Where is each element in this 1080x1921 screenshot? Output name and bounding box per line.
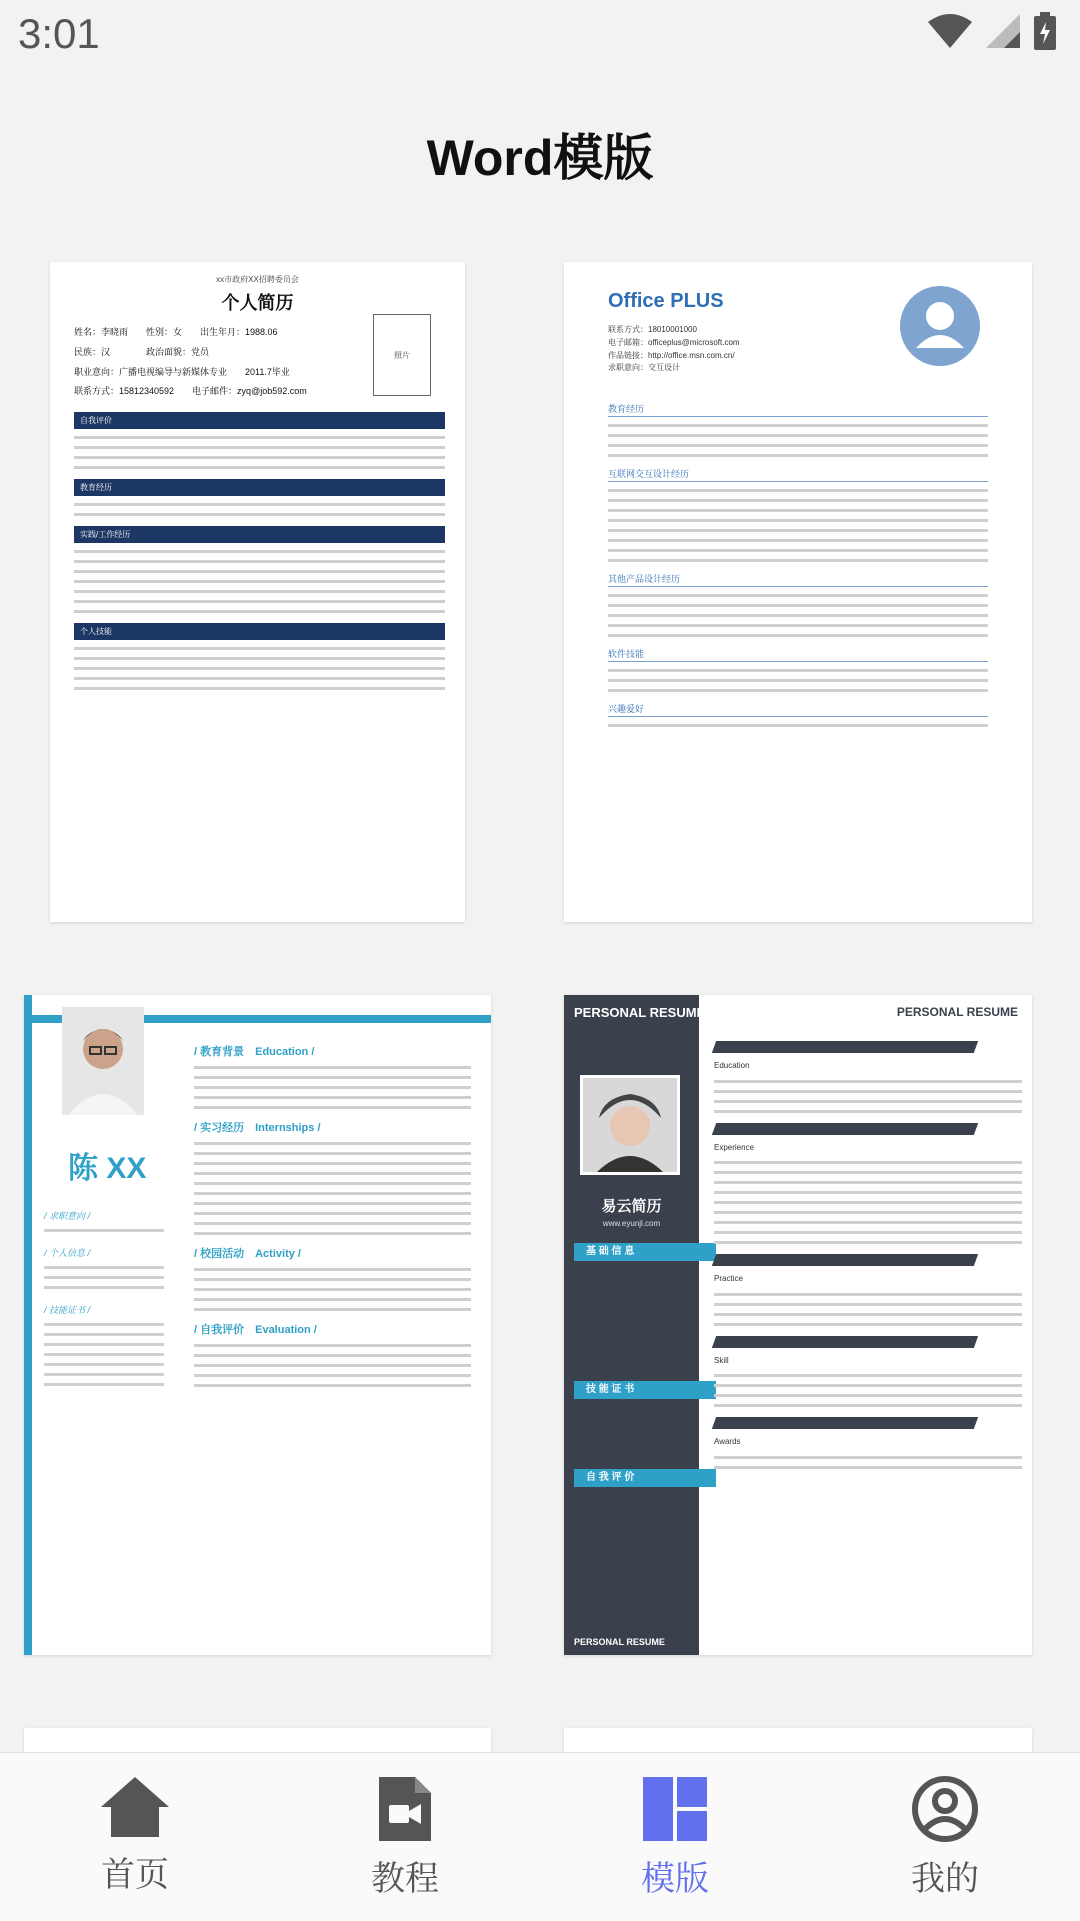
nav-item-templates[interactable] [540, 1753, 810, 1921]
section-body [50, 647, 465, 690]
section-tab: 技 能 证 书 [574, 1381, 716, 1399]
template-card-2[interactable] [564, 262, 1032, 922]
nav-item-tutorial[interactable] [270, 1753, 540, 1921]
status-time: 3:01 [18, 10, 100, 57]
info-row: 求职意向：交互设计 [608, 363, 680, 373]
template-card-1[interactable] [50, 262, 465, 922]
section-body [50, 550, 465, 613]
section-heading: / 技能证书 / [44, 1305, 91, 1315]
profile-photo [62, 1007, 144, 1115]
nav-label: 教程 [371, 1860, 439, 1898]
section-bar: 实践/工作经历 [74, 526, 445, 543]
home-icon [99, 1775, 171, 1839]
section-heading: / 教育背景 Education / [194, 1046, 315, 1058]
resume-title: Office PLUS [608, 290, 724, 312]
info-row: 电子邮箱：officeplus@microsoft.com [608, 337, 740, 347]
info-row: 职业意向：广播电视编导与新媒体专业 2011.7毕业 [74, 366, 290, 377]
profile-photo [580, 1075, 680, 1175]
resume-info [608, 324, 740, 375]
section-bar: 自我评价 [74, 412, 445, 429]
resume-header: PERSONAL RESUME [574, 1005, 706, 1020]
section-label: Experience [714, 1142, 755, 1152]
section-label: Practice [714, 1274, 743, 1284]
signal-icon [986, 14, 1020, 48]
nav-label: 首页 [101, 1856, 169, 1894]
nav-label: 模版 [641, 1860, 709, 1898]
template-card-3[interactable] [24, 995, 491, 1655]
section-bar: 教育经历 [74, 479, 445, 496]
section-heading [712, 1123, 978, 1135]
bottom-nav [0, 1752, 1080, 1921]
nav-label: 我的 [911, 1860, 979, 1898]
battery-icon [1034, 12, 1056, 50]
resume-site: www.eyunjl.com [602, 1219, 661, 1228]
info-row: 联系方式：18010001000 [608, 325, 697, 334]
right-column [194, 1033, 471, 1394]
avatar-icon [900, 286, 980, 366]
resume-name: 陈 XX [68, 1152, 147, 1185]
section-heading [712, 1336, 978, 1348]
section-heading: 教育经历 [608, 402, 988, 417]
section-heading: / 校园活动 Activity / [194, 1248, 301, 1260]
section-heading [712, 1417, 978, 1429]
info-row: 姓名：李晓雨 性别：女 出生年月：1988.06 [74, 327, 278, 337]
video-doc-icon [375, 1775, 435, 1843]
resume-header: PERSONAL RESUME [896, 1005, 1018, 1019]
section-heading: / 自我评价 Evaluation / [194, 1324, 317, 1336]
section-tab: 自 我 评 价 [574, 1469, 716, 1487]
section-body [50, 436, 465, 469]
profile-icon [911, 1775, 979, 1843]
wifi-icon [928, 14, 972, 48]
info-row: 作品链接：http://office.msn.com.cn/ [608, 350, 735, 360]
page-title: Word模版 [426, 130, 654, 186]
section-heading: 互联网交互设计经历 [608, 467, 988, 482]
nav-item-profile[interactable] [810, 1753, 1080, 1921]
section-body [50, 503, 465, 516]
status-icons [928, 12, 1056, 50]
section-heading [712, 1254, 978, 1266]
accent-bar [24, 995, 32, 1655]
resume-footer: PERSONAL RESUME [574, 1637, 665, 1647]
section-heading: / 个人信息 / [44, 1248, 91, 1258]
section-bar: 个人技能 [74, 623, 445, 640]
section-heading [712, 1041, 978, 1053]
photo-placeholder: 照片 [373, 314, 431, 396]
nav-item-home[interactable] [0, 1753, 270, 1921]
section-heading: / 求职意向 / [44, 1211, 91, 1221]
section-label: Education [714, 1061, 750, 1070]
resume-title: 个人简历 [221, 293, 294, 313]
resume-name: 易云简历 [601, 1198, 662, 1215]
section-tab: 基 础 信 息 [574, 1243, 716, 1261]
right-column [714, 1031, 1022, 1476]
info-row: 民族：汉 政治面貌：党员 [74, 346, 210, 357]
resume-org: xx市政府XX招聘委员会 [216, 275, 299, 284]
section-label: Skill [714, 1355, 729, 1365]
section-heading: 兴趣爱好 [608, 702, 988, 717]
resume-body [608, 392, 988, 734]
grid-icon [641, 1775, 709, 1843]
left-column [44, 1195, 164, 1393]
template-card-4[interactable] [564, 995, 1032, 1655]
section-heading: 其他产品设计经历 [608, 572, 988, 587]
section-label: Awards [714, 1437, 741, 1447]
status-bar [0, 0, 1080, 74]
section-heading: / 实习经历 Internships / [194, 1122, 321, 1134]
section-heading: 软件技能 [608, 647, 988, 662]
info-row: 联系方式：15812340592 电子邮件：zyq@job592.com [74, 386, 307, 397]
